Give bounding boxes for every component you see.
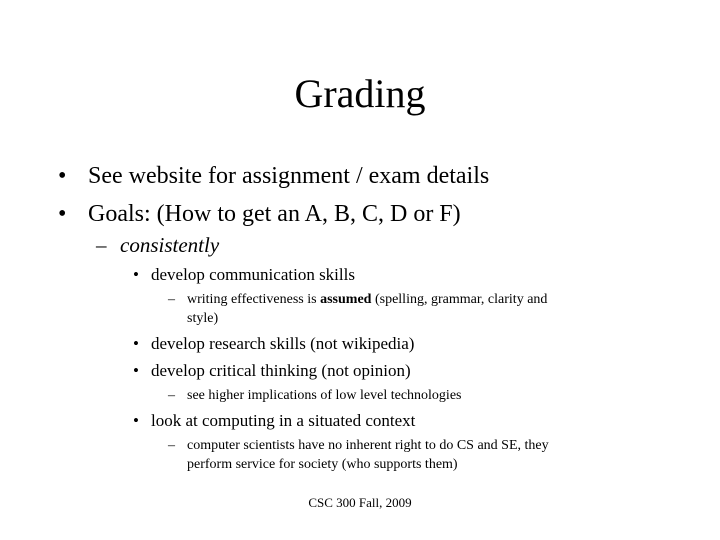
writing-text-bold: assumed <box>320 292 372 307</box>
bullet-research-skills: develop research skills (not wikipedia) <box>151 334 415 353</box>
bullet-communication-skills: develop communication skills <box>151 265 355 284</box>
bullet-website-details: See website for assignment / exam details <box>88 163 490 189</box>
bullet-marker: • <box>133 411 139 430</box>
bullet-marker: • <box>133 334 139 353</box>
bullet-marker: • <box>58 201 67 227</box>
subbullet-computer-scientists-cont: perform service for society (who supports them) <box>187 457 458 472</box>
subbullet-writing-effectiveness <box>187 291 547 308</box>
bullet-marker: • <box>133 361 139 380</box>
bullet-marker: • <box>133 265 139 284</box>
subbullet-higher-implications: see higher implications of low level technologies <box>187 388 462 403</box>
bullet-goals: Goals: (How to get an A, B, C, D or F) <box>88 201 461 227</box>
subbullet-consistently: consistently <box>120 233 220 257</box>
subbullet-computer-scientists: computer scientists have no inherent right to do CS and SE, they <box>187 438 549 453</box>
dash-marker: – <box>168 438 175 453</box>
dash-marker: – <box>168 388 175 403</box>
writing-text-before: writing effectiveness is <box>187 292 321 307</box>
bullet-critical-thinking: develop critical thinking (not opinion) <box>151 361 411 380</box>
slide-title: Grading <box>294 71 426 116</box>
bullet-marker: • <box>58 163 67 189</box>
dash-marker: – <box>96 233 107 257</box>
bullet-situated-context: look at computing in a situated context <box>151 411 416 430</box>
dash-marker: – <box>168 292 175 307</box>
subbullet-writing-effectiveness-cont: style) <box>187 311 219 326</box>
writing-text-after: (spelling, grammar, clarity and <box>371 292 548 307</box>
slide-footer: CSC 300 Fall, 2009 <box>308 495 412 510</box>
